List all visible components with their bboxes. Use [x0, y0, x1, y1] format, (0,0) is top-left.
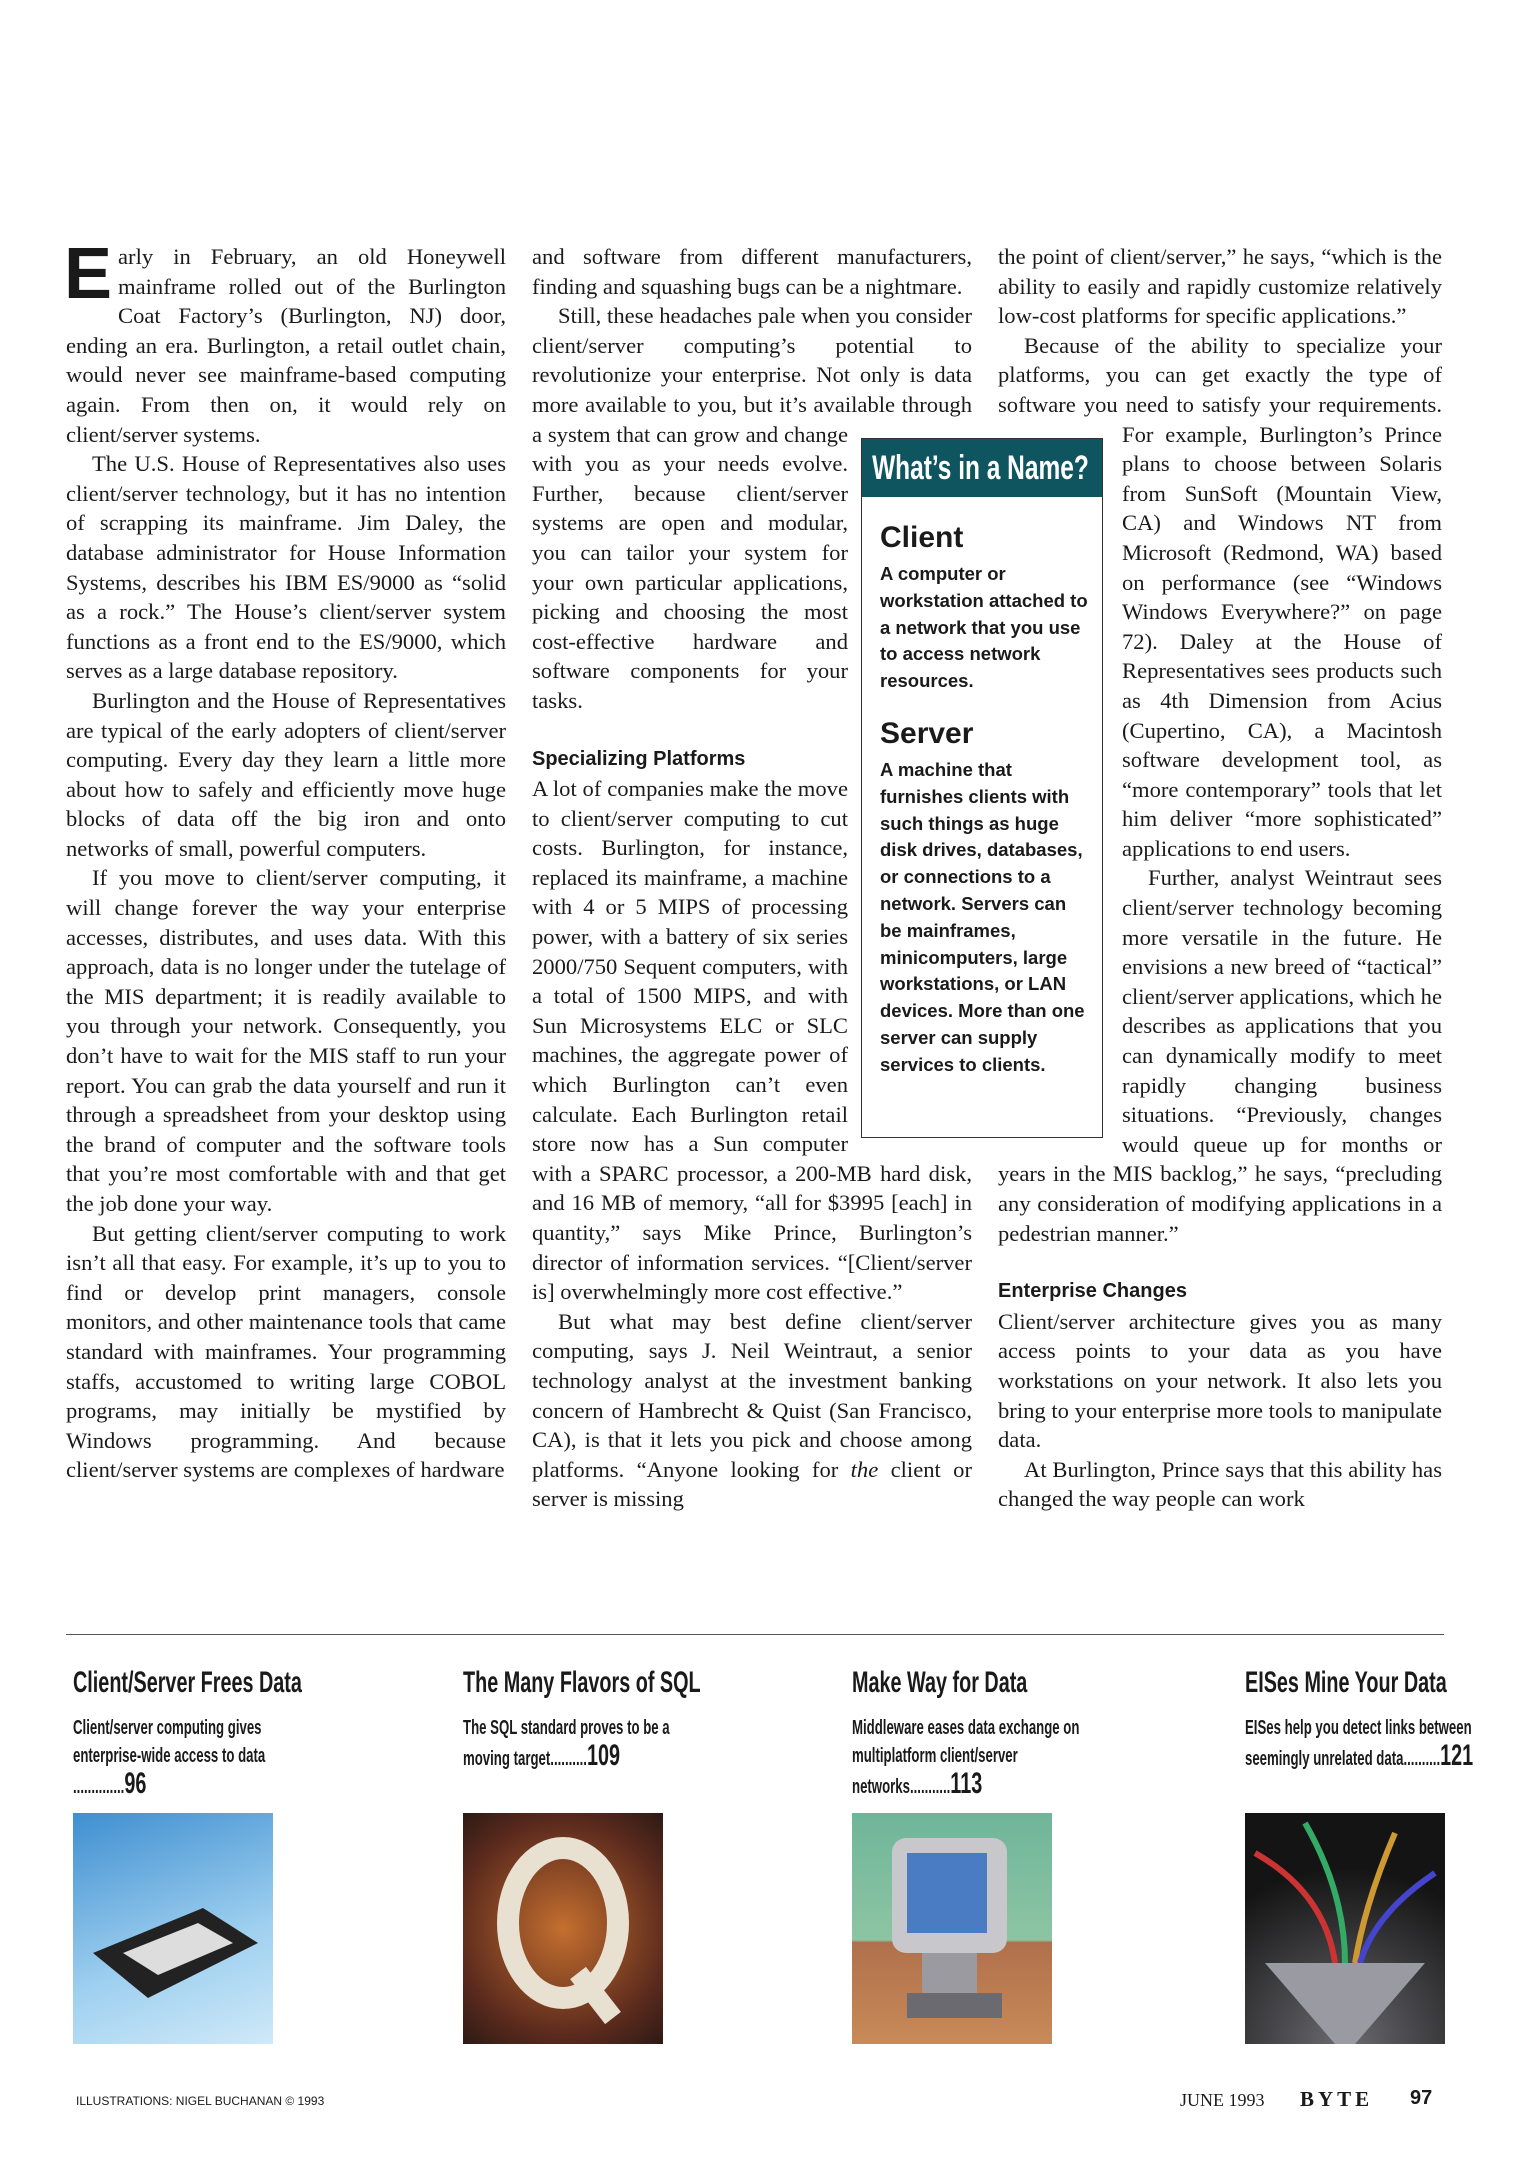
- teaser-title: Client/Server Frees Data: [73, 1666, 302, 1699]
- teaser-title: The Many Flavors of SQL: [463, 1666, 701, 1699]
- term-client: Client: [880, 521, 964, 554]
- teaser-desc: EISes help you detect links between seemingly unrelated data..........121: [1245, 1717, 1474, 1772]
- paragraph: Because of the ability to specialize your platforms, you can get exactly the type of software you need to satisfy your requirements. For example, Burlington’s Prince plans to choose between Solaris from SunSoft (Mountain View, CA) and Windows NT from Microsoft (Redmond, WA) based on performance (see “Windows Windows Everywhere?” on page 72). Daley at the House of Representatives sees products such as 4th Dimension from Acius (Cupertino, CA), a Macintosh software development tool, as “more contemporary” tools that let him deliver “more sophisticated” applications to end users.: [998, 332, 1442, 861]
- teaser-1[interactable]: [73, 1660, 333, 1801]
- page-number: 109: [586, 1739, 620, 1772]
- paragraph: [64, 234, 506, 449]
- paragraph-text: But what may best define client/server computing, says J. Neil Weintraut, a senior technology analyst at the investment banking concern of Hambrecht & Quist (San Francisco, CA), is that it lets you pick and choose among platforms. “Anyone looking for: [532, 1308, 972, 1482]
- paragraph: If you move to client/server computing, it will change forever the way your enterprise accesses, distributes, and uses data. With this approach, data is no longer under the tutelage of the MIS department; it is readily available to you through your network. Consequently, you don’t have to wait for the MIS staff to run your report. You can grab the data yourself and run it through a spreadsheet from your desktop using the brand of computer and the software tools that you’re most comfortable with and that get the job done your way.: [66, 865, 506, 1216]
- teaser-desc: Client/server computing gives enterprise-wide access to data ..............96: [73, 1717, 266, 1800]
- article-column-1: [64, 234, 506, 1485]
- sidebar-title: [862, 439, 1102, 497]
- paragraph: Still, these headaches pale when you consider client/server computing’s potential to revolutionize your enterprise. Not only is data more available to you, but it’s available through a system that can grow and change with you as your needs evolve. Further, because client/server systems are open and modular, you can tailor your system for your own particular applications, picking and choosing the most cost-effective hardware and software components for your tasks.: [532, 303, 972, 713]
- emphasis: the: [850, 1456, 879, 1482]
- definition-client: A computer or workstation attached to a network that you use to access network resources.: [880, 563, 1088, 692]
- paragraph: the point of client/server,” he says, “which is the ability to easily and rapidly customize relatively low-cost platforms for specific applications.”: [998, 244, 1442, 329]
- paragraph: A lot of companies make the move to client/server computing to cut costs. Burlington, for instance, replaced its mainframe, a machine with 4 or 5 MIPS of processing power, with a battery of six series 2000/750 Sequent computers, with a total of 1500 MIPS, and with Sun Microsystems ELC or SLC machines, the aggregate power of which Burlington can’t even calculate. Each Burlington retail store now has a Sun computer with a SPARC processor, a 200-MB hard disk, and 16 MB of memory, “all for $3995 [each] in quantity,” says Mike Prince, Burlington’s director of information services. “[Client/server is] overwhelmingly more cost effective.”: [532, 776, 972, 1305]
- paragraph-text: client or server is missing: [532, 1456, 973, 1512]
- paragraph-text: arly in February, an old Honeywell mainframe rolled out of the Burlington Coat Factory’s (Burlington, NJ) door, ending an era. Burlington, a retail outlet chain, would never see mainframe-based computing again. From then on, it would rely on client/server systems.: [66, 244, 506, 447]
- paragraph: Burlington and the House of Representatives are typical of the early adopters of client/server computing. Every day they learn a little more about how to safely and efficiently move huge blocks of data off the big iron and onto networks of small, powerful computers.: [66, 687, 506, 861]
- teaser-desc: Middleware eases data exchange on multiplatform client/server networks...........113: [852, 1717, 1080, 1800]
- paragraph: At Burlington, Prince says that this ability has changed the way people can work: [998, 1456, 1442, 1512]
- teaser-title: EISes Mine Your Data: [1245, 1666, 1447, 1699]
- paragraph: Further, analyst Weintraut sees client/server technology becoming more versatile in the future. He envisions a new breed of “tactical” client/server applications, which he describes as applications that you can dynamically modify to meet rapidly changing business situations. “Previously, changes would queue up for months or years in the MIS backlog,” he says, “precluding any consideration of modifying applications in a pedestrian manner.”: [998, 865, 1442, 1246]
- paragraph: [532, 1307, 972, 1514]
- page-number: 121: [1440, 1739, 1474, 1772]
- teaser-3[interactable]: [852, 1660, 1112, 1801]
- sidebar-box: [861, 438, 1103, 1138]
- teaser-4[interactable]: [1245, 1660, 1505, 1773]
- teaser-desc: The SQL standard proves to be a moving target..........109: [463, 1717, 670, 1772]
- illustration-tablet: [73, 1813, 273, 2044]
- drop-cap: E: [64, 234, 113, 314]
- paragraph: But getting client/server computing to work isn’t all that easy. For example, it’s up to you to find or develop print managers, console monitors, and other maintenance tools that came standard with mainframes. Your programming staffs, accustomed to writing large COBOL programs, may initially be mystified by Windows programming. And because client/server systems are complexes of hardware: [66, 1220, 506, 1483]
- section-heading: Specializing Platforms: [532, 747, 746, 770]
- illustration-computer: [852, 1813, 1052, 2044]
- illustration-q-letter: [463, 1813, 663, 2044]
- definition-server: A machine that furnishes clients with such things as huge disk drives, databases, or connections to a network. Servers can be mainframes, minicomputers, large workstations, or LAN devices. More than one server can supply services to clients.: [880, 758, 1085, 1075]
- paragraph: Client/server architecture gives you as many access points to your data as you have workstations on your network. It also lets you bring to your enterprise more tools to manipulate data.: [998, 1308, 1442, 1453]
- teaser-2[interactable]: [463, 1660, 723, 1773]
- term-server: Server: [880, 716, 974, 750]
- teaser-title: Make Way for Data: [852, 1666, 1028, 1699]
- section-heading: Enterprise Changes: [998, 1280, 1187, 1303]
- divider: [66, 1634, 1444, 1635]
- paragraph: The U.S. House of Representatives also uses client/server technology, but it has no intention of scrapping its mainframe. Jim Daley, the database administrator for House Information Systems, describes his IBM ES/9000 as “solid as a rock.” The House’s client/server system functions as a front end to the ES/9000, which serves as a large database repository.: [66, 451, 506, 684]
- page-number-footer: 97: [1410, 2087, 1433, 2109]
- magazine-name: BYTE: [1300, 2087, 1374, 2111]
- illustration-cables-bowl: [1245, 1813, 1445, 2044]
- sidebar-title-text: What’s in a Name?: [872, 449, 1089, 487]
- page-number: 113: [950, 1767, 983, 1800]
- page-number: 96: [124, 1767, 147, 1800]
- illustration-credit: ILLUSTRATIONS: NIGEL BUCHANAN © 1993: [76, 2094, 325, 2108]
- issue-date: JUNE 1993: [1180, 2090, 1265, 2110]
- paragraph: and software from different manufacturers, finding and squashing bugs can be a nightmare.: [532, 244, 972, 299]
